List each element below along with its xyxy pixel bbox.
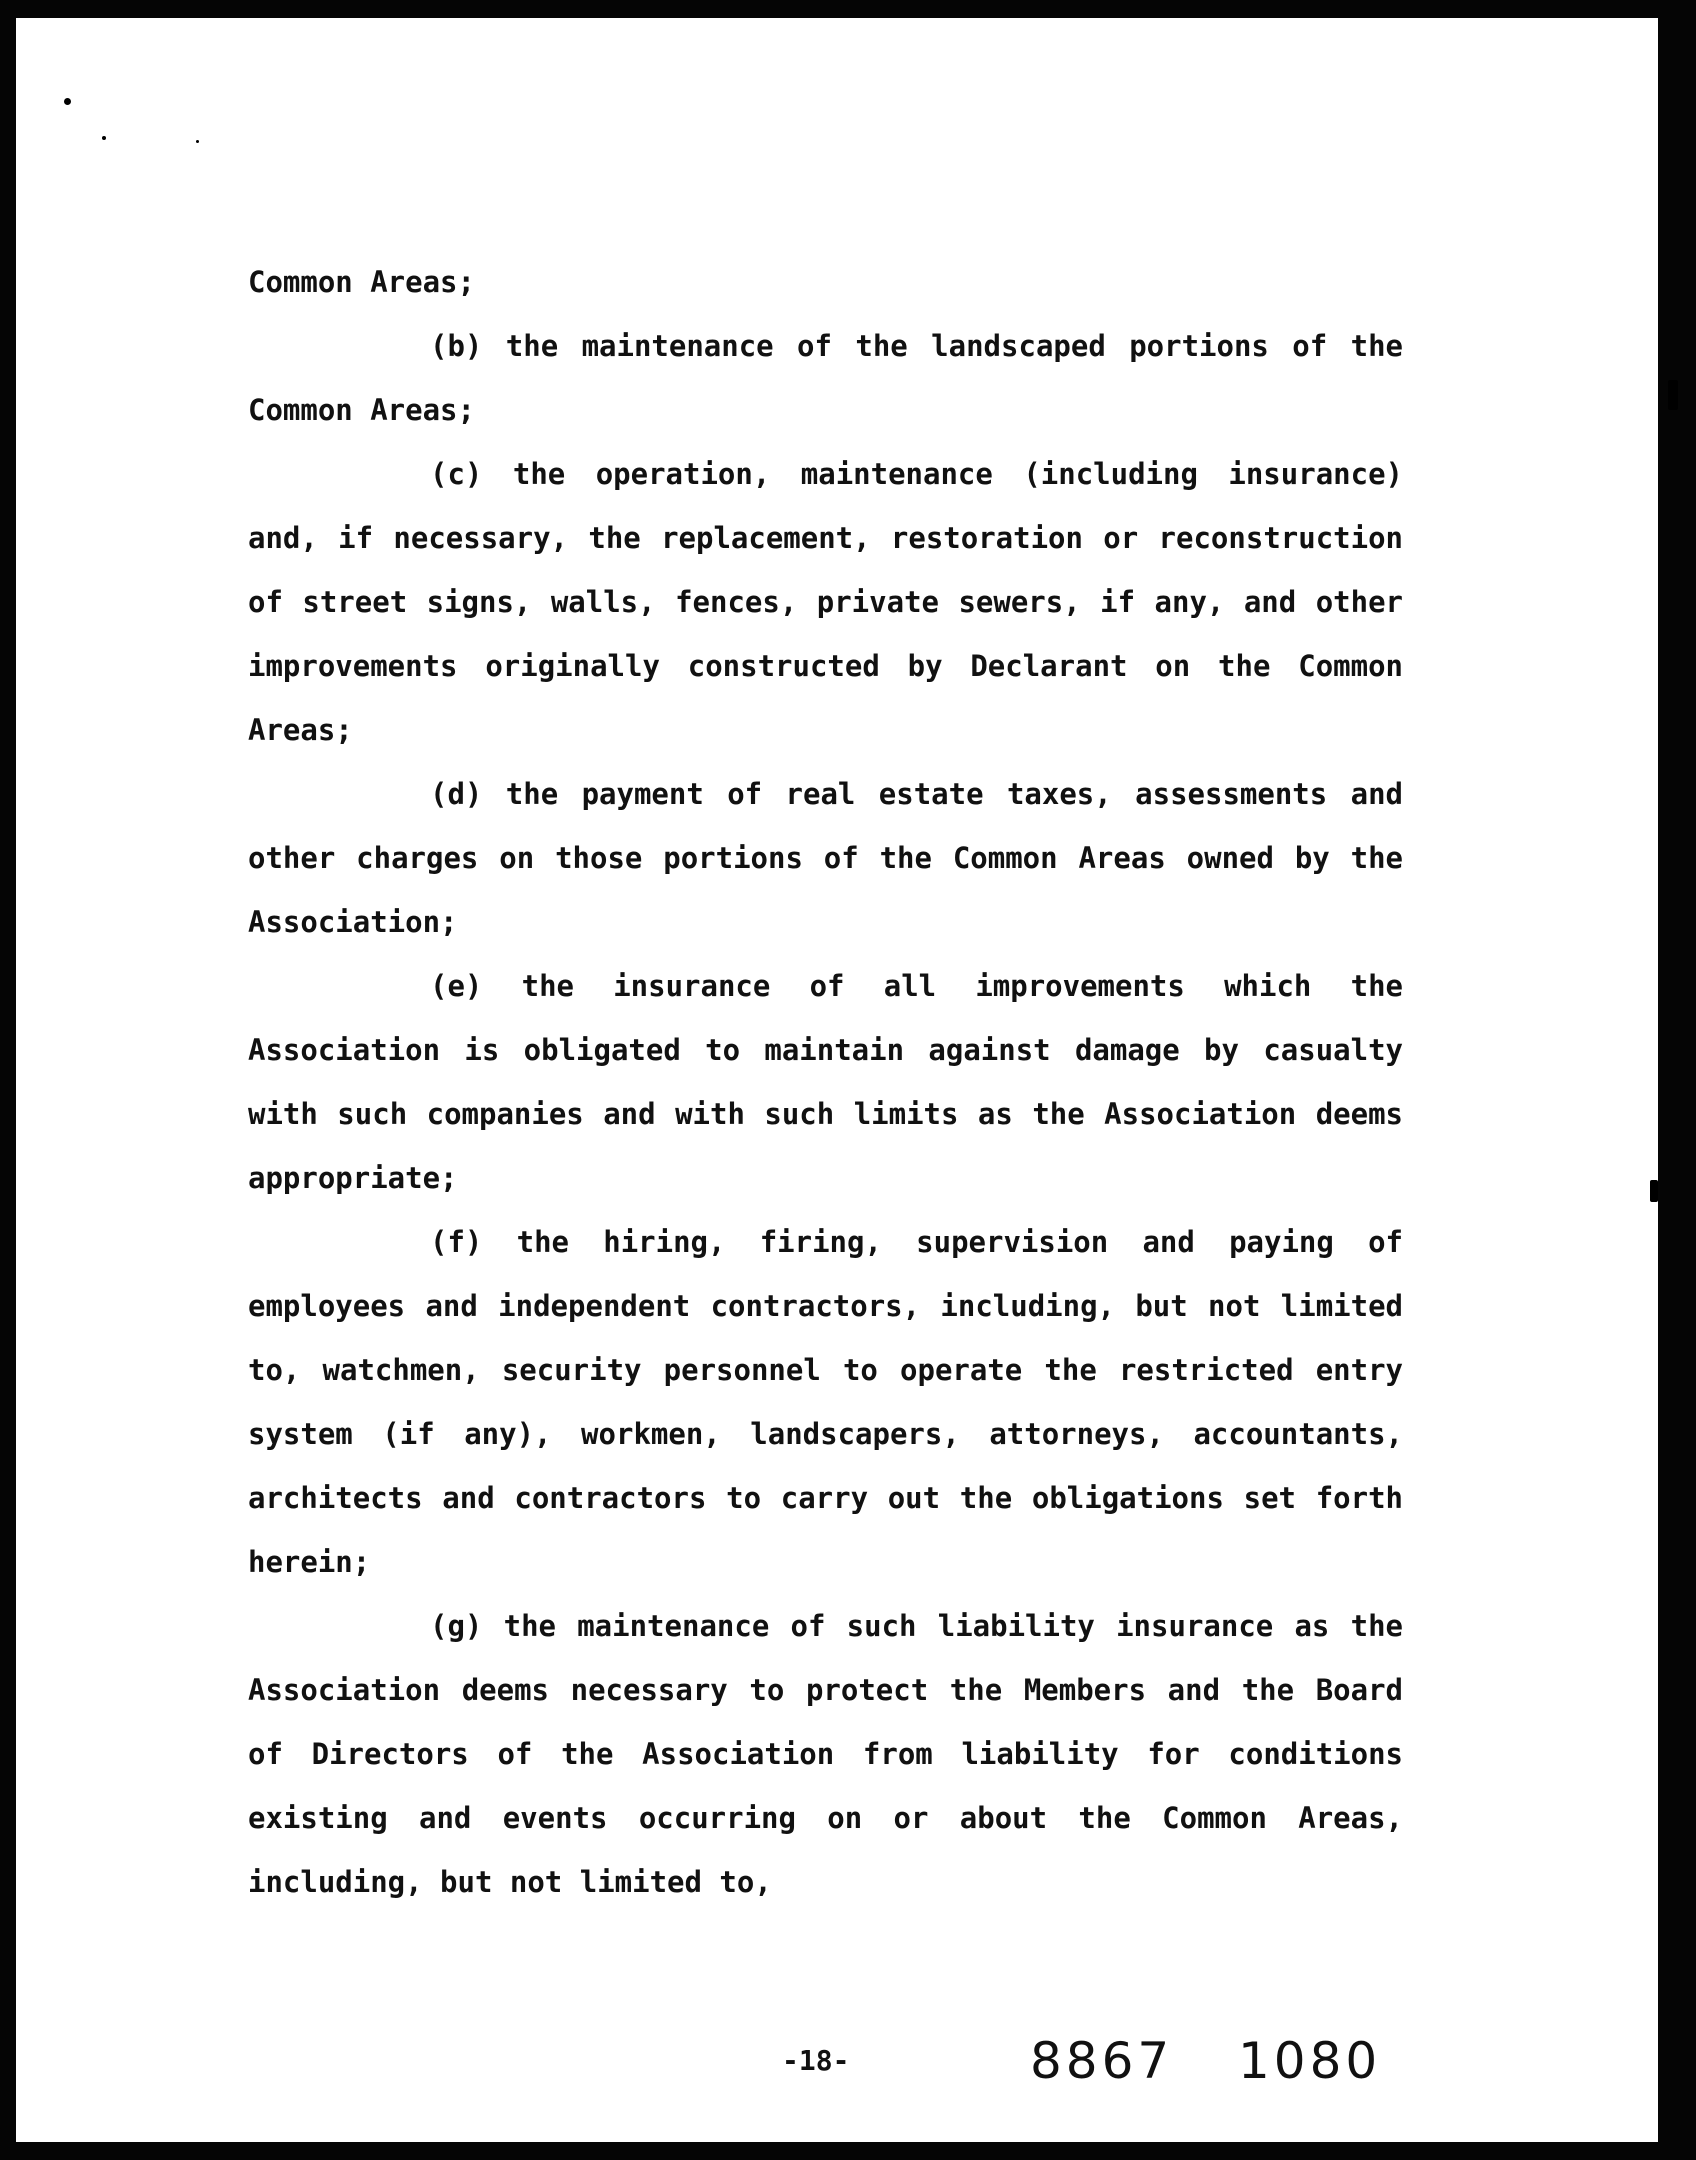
page-reference: 1080: [1238, 2032, 1382, 2090]
scan-speck: [196, 140, 199, 143]
page-number: -18-: [782, 2044, 850, 2077]
scan-speck: [1650, 1180, 1658, 1202]
paragraph-continuation: Common Areas;: [248, 265, 475, 299]
scan-speck: [64, 98, 71, 105]
paragraph-item-b: (b) the maintenance of the landscaped portions of the Common Areas;: [248, 329, 1403, 427]
paragraph-item-f: (f) the hiring, firing, supervision and paying of employees and independent contractors, including, but not limited to, watchmen, security personnel to operate the restricted entry system (if any), workmen, landscapers, attorneys, accountants, architects and contractors to carry out the obligations set forth herein;: [248, 1225, 1403, 1579]
book-number: 8867: [1030, 2032, 1174, 2090]
scan-speck: [102, 136, 106, 140]
paragraph-item-e: (e) the insurance of all improvements which the Association is obligated to maintain against damage by casualty with such companies and with such limits as the Association deems appropriate;: [248, 969, 1403, 1195]
page-footer: [0, 2032, 1696, 2092]
paragraph-item-g: (g) the maintenance of such liability insurance as the Association deems necessary to protect the Members and the Board of Directors of the Association from liability for conditions existing and events occurring on or about the Common Areas, including, but not limited to,: [248, 1609, 1403, 1899]
paragraph-item-c: (c) the operation, maintenance (including insurance) and, if necessary, the replacement, restoration or reconstruction of street signs, walls, fences, private sewers, if any, and other improvements originally constructed by Declarant on the Common Areas;: [248, 457, 1403, 747]
scan-speck: [1668, 380, 1678, 410]
paragraph-item-d: (d) the payment of real estate taxes, assessments and other charges on those portions of the Common Areas owned by the Association;: [248, 777, 1403, 939]
document-body: [248, 250, 1403, 1914]
